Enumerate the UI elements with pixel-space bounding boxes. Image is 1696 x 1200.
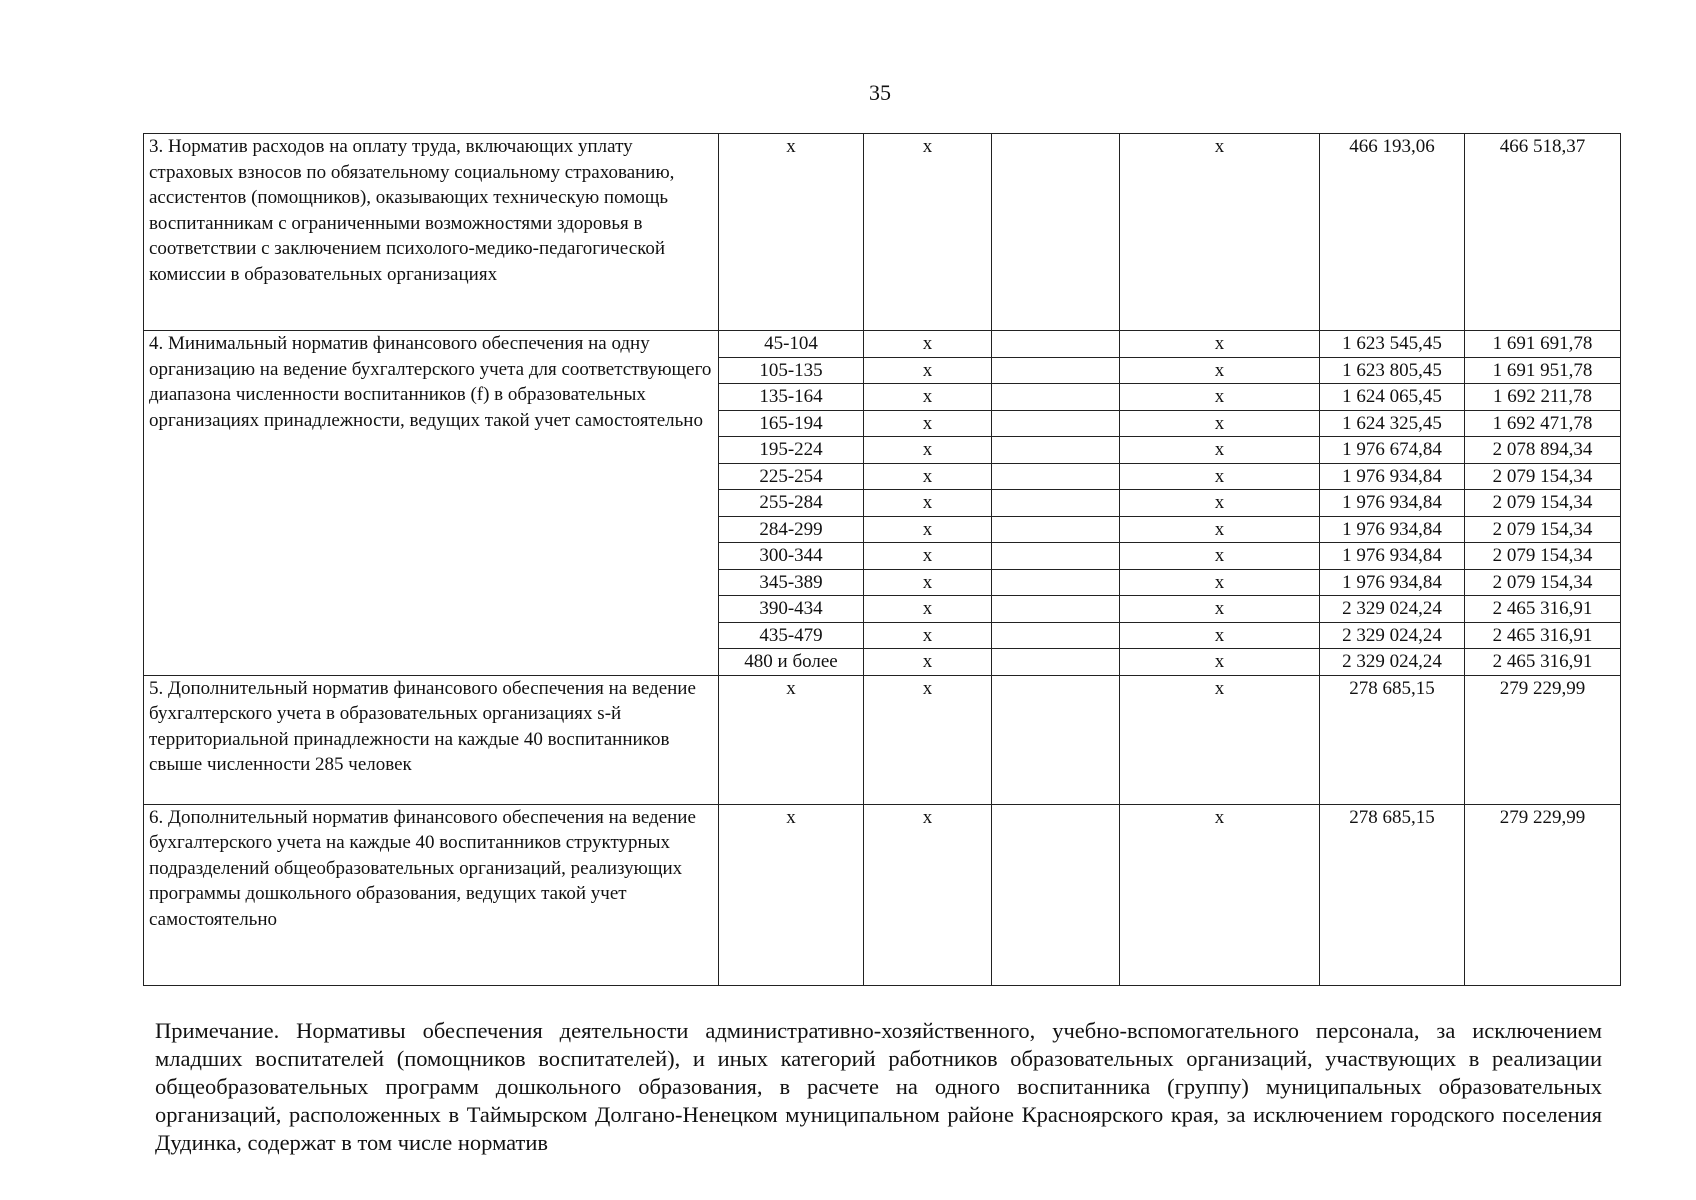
row-4-col3-cell: x: [864, 596, 992, 623]
row-4-range-cell: 45-104: [719, 331, 864, 358]
row-4-col3-cell: x: [864, 516, 992, 543]
row-4-col5-cell: x: [1120, 622, 1320, 649]
row-4-value-1-cell: 2 329 024,24: [1320, 596, 1465, 623]
row-3-label: 3. Норматив расходов на оплату труда, включающих уплату страховых взносов по обязательному социальному страхованию, ассистентов (помощников), оказывающих техническую помощь воспитанникам с ограниченными возможностями здоровья в соответствии с заключением психолого-медико-педагогической комиссии в образовательных организациях: [144, 134, 719, 331]
row-4-value-1-cell: 1 624 065,45: [1320, 384, 1465, 411]
table-row-3: [144, 134, 1621, 331]
row-4-value-1-cell: 1 976 934,84: [1320, 516, 1465, 543]
row-4-col5-cell: x: [1120, 357, 1320, 384]
table-row-6: [144, 804, 1621, 985]
row-4-col4-cell: [992, 543, 1120, 570]
row-4-value-2-cell: 2 079 154,34: [1465, 490, 1621, 517]
row-4-col4-cell: [992, 357, 1120, 384]
row-4-value-1-cell: 2 329 024,24: [1320, 622, 1465, 649]
row-4-range-cell: 105-135: [719, 357, 864, 384]
row-4-col3-cell: x: [864, 490, 992, 517]
row-6-label: 6. Дополнительный норматив финансового обеспечения на ведение бухгалтерского учета на каждые 40 воспитанников структурных подразделений общеобразовательных организаций, реализующих программы дошкольного образования, ведущих такой учет самостоятельно: [144, 804, 719, 985]
row-4-range-cell: 300-344: [719, 543, 864, 570]
row-4-col4-cell: [992, 569, 1120, 596]
row-5-col5: x: [1120, 675, 1320, 804]
row-4-col5-cell: x: [1120, 410, 1320, 437]
row-4-value-1-cell: 1 624 325,45: [1320, 410, 1465, 437]
row-4-range-cell: 390-434: [719, 596, 864, 623]
row-5-col4: [992, 675, 1120, 804]
row-4-col4-cell: [992, 490, 1120, 517]
row-3-col3: x: [864, 134, 992, 331]
row-4-value-2-cell: 2 079 154,34: [1465, 463, 1621, 490]
row-4-range-cell: 435-479: [719, 622, 864, 649]
row-4-col4-cell: [992, 410, 1120, 437]
row-4-col5-cell: x: [1120, 543, 1320, 570]
row-3-value-1: 466 193,06: [1320, 134, 1465, 331]
row-4-col3-cell: x: [864, 437, 992, 464]
row-4-col3-cell: x: [864, 463, 992, 490]
row-6-col2: x: [719, 804, 864, 985]
row-4-col3-cell: x: [864, 331, 992, 358]
row-4-range-cell: 255-284: [719, 490, 864, 517]
row-4-value-1-cell: 1 976 934,84: [1320, 543, 1465, 570]
row-4-col5-cell: x: [1120, 331, 1320, 358]
normatives-table: [143, 133, 1621, 986]
row-4-group: [144, 331, 1621, 676]
row-4-col3-cell: x: [864, 569, 992, 596]
row-5-label: 5. Дополнительный норматив финансового обеспечения на ведение бухгалтерского учета в образовательных организациях s-й территориальной принадлежности на каждые 40 воспитанников свыше численности 285 человек: [144, 675, 719, 804]
row-4-range-cell: 165-194: [719, 410, 864, 437]
row-4-col3-cell: x: [864, 410, 992, 437]
row-4-value-1-cell: 1 976 934,84: [1320, 490, 1465, 517]
row-4-col3-cell: x: [864, 357, 992, 384]
note-paragraph: Примечание. Нормативы обеспечения деятельности административно-хозяйственного, учебно-вспомогательного персонала, за исключением младших воспитателей (помощников воспитателей), и иных категорий работников образовательных организаций, участвующих в реализации общеобразовательных программ дошкольного образования, в расчете на одного воспитанника (группу) муниципальных образовательных организаций, расположенных в Таймырском Долгано-Ненецком муниципальном районе Красноярского края, за исключением городского поселения Дудинка, содержат в том числе норматив: [155, 1018, 1602, 1155]
row-6-col4: [992, 804, 1120, 985]
row-4-col3-cell: x: [864, 543, 992, 570]
row-4-col4-cell: [992, 622, 1120, 649]
row-4-range-cell: 135-164: [719, 384, 864, 411]
row-4-col4-cell: [992, 437, 1120, 464]
row-4-col5-cell: x: [1120, 569, 1320, 596]
row-4-value-2-cell: 1 692 211,78: [1465, 384, 1621, 411]
row-4-range-cell: 225-254: [719, 463, 864, 490]
row-5-value-1: 278 685,15: [1320, 675, 1465, 804]
row-4-col4-cell: [992, 463, 1120, 490]
row-4-value-2-cell: 2 465 316,91: [1465, 596, 1621, 623]
row-4-col5-cell: x: [1120, 490, 1320, 517]
row-4-value-1-cell: 1 976 934,84: [1320, 463, 1465, 490]
row-4-col5-cell: x: [1120, 596, 1320, 623]
row-6-value-2: 279 229,99: [1465, 804, 1621, 985]
row-4-value-2-cell: 2 078 894,34: [1465, 437, 1621, 464]
row-5-value-2: 279 229,99: [1465, 675, 1621, 804]
row-4-value-1-cell: 1 623 545,45: [1320, 331, 1465, 358]
row-5-col2: x: [719, 675, 864, 804]
row-4-col3-cell: x: [864, 384, 992, 411]
row-4-col5-cell: x: [1120, 437, 1320, 464]
row-4-value-1-cell: 1 976 674,84: [1320, 437, 1465, 464]
row-6-value-1: 278 685,15: [1320, 804, 1465, 985]
row-4-col5-cell: x: [1120, 384, 1320, 411]
row-4-value-2-cell: 2 079 154,34: [1465, 569, 1621, 596]
row-4-label: 4. Минимальный норматив финансового обеспечения на одну организацию на ведение бухгалтерского учета для соответствующего диапазона численности воспитанников (f) в образовательных организациях принадлежности, ведущих такой учет самостоятельно: [144, 331, 719, 676]
row-4-col3-cell: x: [864, 649, 992, 676]
row-4-range-cell: 195-224: [719, 437, 864, 464]
row-6-col3: x: [864, 804, 992, 985]
row-4-value-1-cell: 2 329 024,24: [1320, 649, 1465, 676]
row-4-value-2-cell: 2 079 154,34: [1465, 543, 1621, 570]
row-4-col4-cell: [992, 516, 1120, 543]
page-number: 35: [869, 80, 891, 105]
table-row-4-subrow: [144, 331, 1621, 358]
row-4-col4-cell: [992, 331, 1120, 358]
row-4-value-2-cell: 2 465 316,91: [1465, 622, 1621, 649]
row-4-col4-cell: [992, 596, 1120, 623]
row-4-value-2-cell: 1 691 951,78: [1465, 357, 1621, 384]
row-3-col5: x: [1120, 134, 1320, 331]
row-4-col5-cell: x: [1120, 649, 1320, 676]
row-4-col4-cell: [992, 649, 1120, 676]
row-5-col3: x: [864, 675, 992, 804]
row-4-range-cell: 284-299: [719, 516, 864, 543]
row-4-value-1-cell: 1 623 805,45: [1320, 357, 1465, 384]
row-3-col4: [992, 134, 1120, 331]
row-3-col2: x: [719, 134, 864, 331]
row-4-value-1-cell: 1 976 934,84: [1320, 569, 1465, 596]
row-4-range-cell: 480 и более: [719, 649, 864, 676]
table-row-5: [144, 675, 1621, 804]
row-6-col5: x: [1120, 804, 1320, 985]
row-4-col4-cell: [992, 384, 1120, 411]
row-4-range-cell: 345-389: [719, 569, 864, 596]
row-3-value-2: 466 518,37: [1465, 134, 1621, 331]
row-4-value-2-cell: 1 691 691,78: [1465, 331, 1621, 358]
row-4-value-2-cell: 2 079 154,34: [1465, 516, 1621, 543]
row-4-col3-cell: x: [864, 622, 992, 649]
row-4-col5-cell: x: [1120, 516, 1320, 543]
row-4-value-2-cell: 2 465 316,91: [1465, 649, 1621, 676]
row-4-col5-cell: x: [1120, 463, 1320, 490]
row-4-value-2-cell: 1 692 471,78: [1465, 410, 1621, 437]
